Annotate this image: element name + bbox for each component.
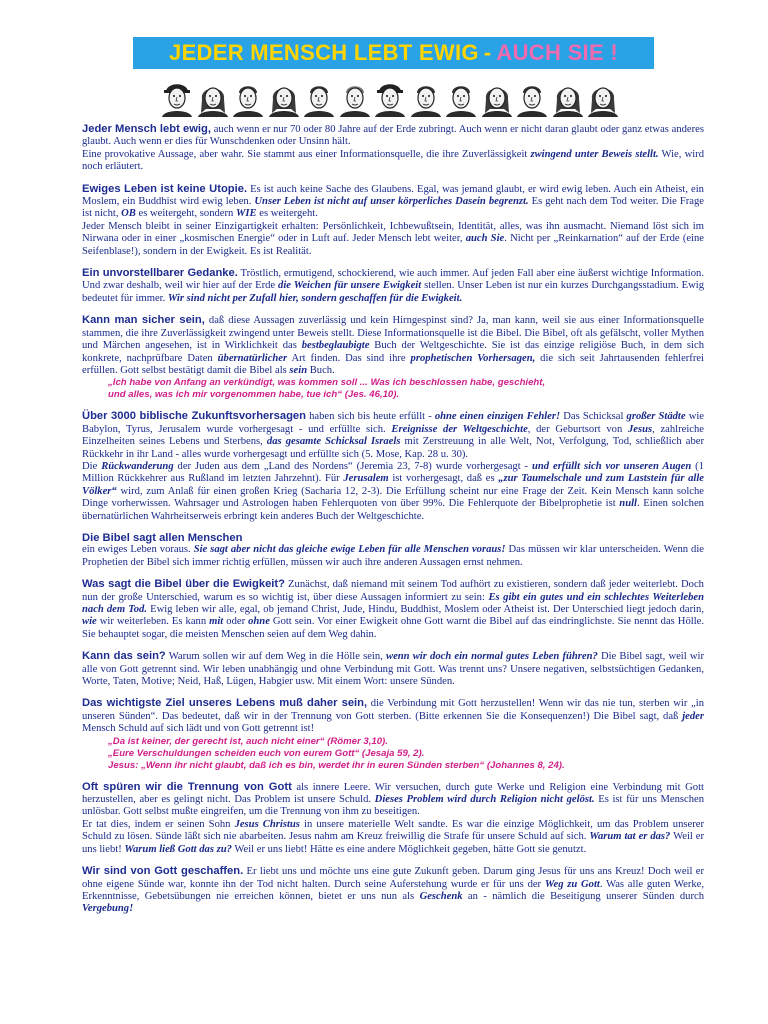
text: auch wenn er nur 70 oder 80 Jahre auf der Erde zubringt. Auch wenn er nicht daran glaubt oder ganz etwas anderes glaubt. Auch wenn er dies für Wunschdenken oder Unsinn hält. (82, 124, 704, 148)
emphasis: Geschenk (419, 890, 463, 902)
emphasis: zwingend unter Beweis stellt. (530, 148, 659, 160)
paragraph (82, 650, 704, 688)
emphasis: ohne einen einzigen Fehler! (434, 411, 561, 423)
text: als innere Leere. Wir versuchen, durch gute Werke und Religion eine Verbindung mit Gott herzustellen, aber es gelingt nicht. Das Problem ist unsere Schuld. (82, 781, 704, 806)
text: Die (82, 460, 102, 472)
title-part2: AUCH SIE ! (496, 40, 618, 65)
text: ist vorhergesagt, daß es (388, 473, 499, 485)
section-unimaginable-thought (82, 267, 704, 305)
portrait-woman-icon (267, 79, 301, 117)
section-eternal-life (82, 123, 704, 174)
paragraph (82, 314, 704, 377)
emphasis: das gesamte Schicksal Israels (266, 436, 401, 448)
text: wir weiterleben. Es kann (96, 616, 210, 628)
paragraph (82, 781, 704, 819)
section-heading: Oft spüren wir die Trennung von Gott (82, 780, 292, 793)
text: Art finden. Das sind ihre (287, 352, 411, 364)
text: Warum sollen wir auf dem Weg in die Hölle sein, (165, 651, 386, 663)
text: . Nicht per „Reinkarnation“ auf der Erde (eine Seifenblase!), sondern in der Ewigkeit. Es ist Realität. (82, 233, 704, 257)
text: der Juden aus dem „Land des Nordens“ (Jeremia 23, 7-8) wurde vorhergesagt - (173, 460, 532, 472)
paragraph (82, 697, 704, 735)
emphasis: auch Sie (465, 233, 505, 245)
text: Weil er uns liebt! Hätte es eine andere Möglichkeit gegeben, hätte Gott sie genutzt. (231, 843, 587, 855)
text: Mensch Schuld auf sich lädt und von Gott getrennt ist! (82, 723, 315, 735)
emphasis: großer Städte (626, 411, 686, 423)
title-dash: - (483, 40, 492, 65)
emphasis: bestbeglaubigte (301, 340, 370, 352)
portrait-man-icon (409, 79, 443, 117)
bible-quote: „Eure Verschuldungen scheiden euch von eurem Gott“ (Jesaja 59, 2). (108, 747, 425, 759)
emphasis: Warum ließ Gott das zu? (124, 843, 232, 855)
text: Er tat dies, indem er seinen Sohn (82, 818, 235, 830)
emphasis: wie (82, 616, 97, 628)
section-eternity (82, 578, 704, 641)
paragraph (82, 544, 704, 569)
bible-quote: und alles, was ich mir vorgenommen habe, tue ich“ (Jes. 46,10). (108, 389, 400, 401)
text: daß diese Aussagen zuverlässig und kein Hirngespinst sind? Ja, man kann, weil sie aus einer Informationsquelle stammen, die ihre Zuverlässigkeit zwingend unter Beweis stellt. Diese Informationsquelle ist die Bibel. Die Bibel, oft als gefälscht, voller Mythen und Märchen angesehen, ist in Wirklichkeit das (82, 315, 704, 352)
bible-quote: Jesus: „Wenn ihr nicht glaubt, daß ich es bin, werdet ihr in euren Sünden sterben“ (Johannes 8, 24). (108, 759, 565, 771)
section-can-that-be (82, 650, 704, 688)
section-no-utopia (82, 183, 704, 258)
text: Weil er uns liebt! (82, 831, 704, 855)
article-body (82, 123, 704, 925)
section-prophecies (82, 410, 704, 523)
emphasis: jeder (682, 710, 704, 722)
section-heading: Was sagt die Bibel über die Ewigkeit? (82, 578, 285, 591)
emphasis: prophetischen Vorhersagen, (410, 352, 536, 364)
bible-quote: „Da ist keiner, der gerecht ist, auch nicht einer“ (Römer 3,10). (108, 735, 388, 747)
portrait-woman-icon (551, 79, 585, 117)
emphasis: mit (209, 616, 224, 628)
portrait-woman-icon (480, 79, 514, 117)
section-heading: Jeder Mensch lebt ewig, (82, 123, 211, 135)
emphasis: „zur Taumelschale und zum Laststein für alle Völker“ (82, 473, 705, 497)
text: es weitergeht. (256, 208, 318, 220)
portrait-man-icon (231, 79, 265, 117)
emphasis: Rückwanderung (101, 460, 174, 472)
emphasis: Sie sagt aber nicht das gleiche ewige Leben für alle Menschen voraus! (193, 544, 506, 556)
bible-quote: „Ich habe von Anfang an verkündigt, was kommen soll ... Was ich beschlossen habe, geschieht, (108, 377, 546, 389)
emphasis: Dieses Problem wird durch Religion nicht gelöst. (374, 794, 595, 806)
text: Wie, wird noch erläutert. (82, 148, 704, 173)
emphasis: Es gibt ein gutes und ein schlechtes Weiterleben nach dem Tod. (82, 591, 704, 615)
text: haben sich bis heute erfüllt - (305, 411, 435, 423)
text: Es ist auch keine Sache des Glaubens. Egal, was jemand glaubt, er wird ewig leben. Auch ein Atheist, ein Moslem, ein Buddhist wird ewig leben. (82, 183, 704, 208)
section-heading: Kann das sein? (82, 650, 166, 663)
emphasis: Unser Leben ist nicht auf unser körperliches Dasein begrenzt. (254, 196, 529, 208)
text: Tröstlich, ermutigend, schockierend, wie auch immer. Auf jeden Fall aber eine äußerst wichtige Information. Und zwar deshalb, weil wir hier auf der Erde (82, 268, 704, 292)
text: Ewig leben wir alle, egal, ob jemand Christ, Jude, Hindu, Buddhist, Moslem oder Atheist ist. Der Unterschied liegt jedoch darin, (146, 604, 705, 615)
emphasis: wenn wir doch ein normal gutes Leben führen? (386, 651, 598, 663)
paragraph (82, 267, 704, 305)
title-banner (133, 37, 654, 69)
text: Es geht nach dem Tod weiter. Die Frage ist nicht, (82, 196, 705, 220)
section-created-by-god (82, 865, 704, 916)
text: an - nämlich die Beseitigung unserer Sünden durch (462, 890, 704, 902)
text: Es ist für uns Menschen unlösbar. Gott selbst mußte eingreifen, um die Trennung von ihm zu beseitigen. (82, 794, 705, 818)
section-certainty (82, 314, 704, 401)
paragraph (82, 819, 704, 856)
section-most-important-goal (82, 697, 704, 771)
text: Eine provokative Aussage, aber wahr. Sie stammt aus einer Informationsquelle, die ihre Zuverlässigkeit (82, 148, 531, 160)
text: , zahlreiche Einzelheiten seines Lebens und Sterbens, (82, 423, 704, 448)
paragraph (82, 410, 704, 461)
section-heading: Kann man sicher sein, (82, 314, 205, 327)
text: Die Bibel sagt, weil wir alle von Gott getrennt sind. Wir leben unabhängig und ohne Verbindung mit Gott. Was trennt uns? Unsere negativen, selbstsüchtigen Gedanken, Worte, Taten, Motive; Neid, Haß, Lügen, Habgier usw. Mit einem Wort: unsere Sünden. (82, 651, 704, 688)
text: Er liebt uns und möchte uns eine gute Zukunft geben. Darum ging Jesus für uns ans Kreuz! Doch weil er ohne eigene Sünde war, konnte ihn der Tod nicht halten. Durch seine Auferstehung wurde er für uns der (82, 866, 704, 890)
section-heading: Über 3000 biblische Zukunftsvorhersagen (82, 410, 306, 423)
text: wie Babylon, Tyrus, Jerusalem wurde vorhergesagt - und erfüllte sich. (82, 411, 704, 435)
emphasis: null (619, 498, 637, 510)
text: Gott sein. Vor einer Ewigkeit ohne Gott warnt die Bibel auf das eindringlichste. Sie nennt das Hölle. Sie behauptet sogar, die meisten Menschen seien auf dem Weg dahin. (82, 616, 704, 640)
text: (1 Million Rückkehrer aus Rußland im letzten Jahrzehnt). Für (82, 460, 704, 485)
paragraph (82, 123, 704, 149)
text: in unsere materielle Welt sandte. Es war die einzige Möglichkeit, um das Problem unserer Schuld zu lösen. Sünde läßt sich nie abarbeiten. Jesus nahm am Kreuz freiwillig die Strafe für unsere Schuld auf sich. (82, 818, 704, 843)
emphasis: ohne (248, 616, 270, 628)
text: , der Geburtsort von (527, 423, 628, 435)
portrait-man-icon (444, 79, 478, 117)
section-separation (82, 781, 704, 856)
emphasis: Wir sind nicht per Zufall hier, sondern geschaffen für die Ewigkeit. (167, 292, 463, 304)
paragraph (82, 149, 704, 174)
text: mit Zerstreuung in alle Welt, Not, Verfolgung, Tod, schließlich aber Rückkehr in ihr Land - alles wurde vorhergesagt und erfüllte sich (5. Mose, Kap. 28 u. 30). (82, 436, 704, 460)
text: Das Schicksal (560, 411, 627, 423)
portrait-man-icon (515, 79, 549, 117)
paragraph (82, 183, 704, 221)
text: es weitergeht, sondern (135, 208, 236, 220)
portrait-woman-icon (196, 79, 230, 117)
paragraph (82, 865, 704, 916)
emphasis: Warum tat er das? (589, 831, 671, 843)
text: . Einen solchen übernatürlichen Wahrheitserweis erbringt kein anderes Buch der Weltgeschichte. (82, 498, 704, 522)
text: ein ewiges Leben voraus. (82, 544, 194, 556)
text: Buch der Weltgeschichte. Sie ist das einzige religiöse Buch, in dem sich konkrete, nachprüfbare Daten (82, 340, 704, 364)
text: die Verbindung mit Gott herzustellen! Wenn wir das nie tun, sterben wir „in unseren Sünden“. Das bedeutet, daß wir in der Trennung von Gott sterben. (Bitte erkennen Sie die Konsequenzen!) Die Bibel sagt, daß (82, 698, 704, 722)
text: oder (223, 616, 249, 628)
emphasis: Jesus (627, 423, 653, 435)
section-bible-says (82, 532, 704, 569)
emphasis: WIE (235, 208, 257, 220)
section-heading: Ein unvorstellbarer Gedanke. (82, 267, 238, 280)
portrait-woman-icon (586, 79, 620, 117)
emphasis: und erfüllt sich vor unseren Augen (532, 460, 692, 472)
text: wird, zum Anlaß für einen großen Krieg (Sacharia 12, 2-3). Die Erfüllung scheint nur eine Frage der Zeit. Kein Mensch kann solche Dinge vorherwissen. Wahrsager und Astrologen haben Fehlerquoten von über 99%. Die Fehlerquote der Bibelprophetie ist (82, 485, 704, 510)
emphasis: übernatürlicher (217, 352, 288, 364)
paragraph (82, 578, 704, 641)
emphasis: OB (121, 208, 136, 220)
emphasis: sein (289, 364, 308, 376)
section-heading: Wir sind von Gott geschaffen. (82, 865, 244, 878)
text: Zunächst, daß niemand mit seinem Tod aufhört zu existieren, sondern daß jeder weiterlebt. Doch nun der große Unterschied, warum es so wichtig ist, über diese Aussagen informiert zu sein: (82, 579, 704, 603)
portrait-row (160, 79, 620, 117)
text: Jeder Mensch bleibt in seiner Einzigartigkeit erhalten: Persönlichkeit, Ichbewußtsein, Identität, alles, was ihn ausmacht. Niemand löst sich im Nirwana oder in einer „kosmischen Energie“ oder in Luft auf. Jeder Mensch lebt weiter, (82, 220, 704, 245)
portrait-man-icon (302, 79, 336, 117)
emphasis: Jesus Christus (234, 818, 300, 830)
emphasis: Jerusalem (343, 473, 389, 485)
section-heading: Ewiges Leben ist keine Utopie. (82, 182, 248, 195)
text: Das müssen wir klar unterscheiden. Wenn die Prophetien der Bibel sich immer richtig erfüllen, müssen wir auch ihre anderen Aussagen ernst nehmen. (82, 544, 704, 568)
title-part1: JEDER MENSCH LEBT EWIG (169, 40, 479, 65)
emphasis: Weg zu Gott (544, 878, 600, 890)
emphasis: Ereignisse der Weltgeschichte (391, 423, 528, 435)
portrait-man-elderly-icon (338, 79, 372, 117)
section-heading: Das wichtigste Ziel unseres Lebens muß daher sein, (82, 697, 368, 710)
text: Buch. (307, 364, 335, 376)
emphasis: Vergebung! (82, 903, 134, 915)
paragraph (82, 461, 704, 523)
section-heading: Die Bibel sagt allen Menschen (82, 531, 243, 544)
portrait-man-hat-icon (373, 79, 407, 117)
emphasis: die Weichen für unsere Ewigkeit (278, 280, 422, 292)
portrait-man-cap-icon (160, 79, 194, 117)
text: . Was alle guten Werke, Erkenntnisse, Gebetsübungen nie erreichen können, bietet er uns nun als (82, 878, 704, 902)
paragraph (82, 221, 704, 258)
text: stellen. Unser Leben ist nur ein kurzes Durchgangsstadium. Ewig bedeutet für immer. (82, 280, 704, 304)
text: die sich seit Jahrtausenden fehlerfrei erfüllen. Gott selbst bestätigt damit die Bibel als (82, 352, 704, 376)
